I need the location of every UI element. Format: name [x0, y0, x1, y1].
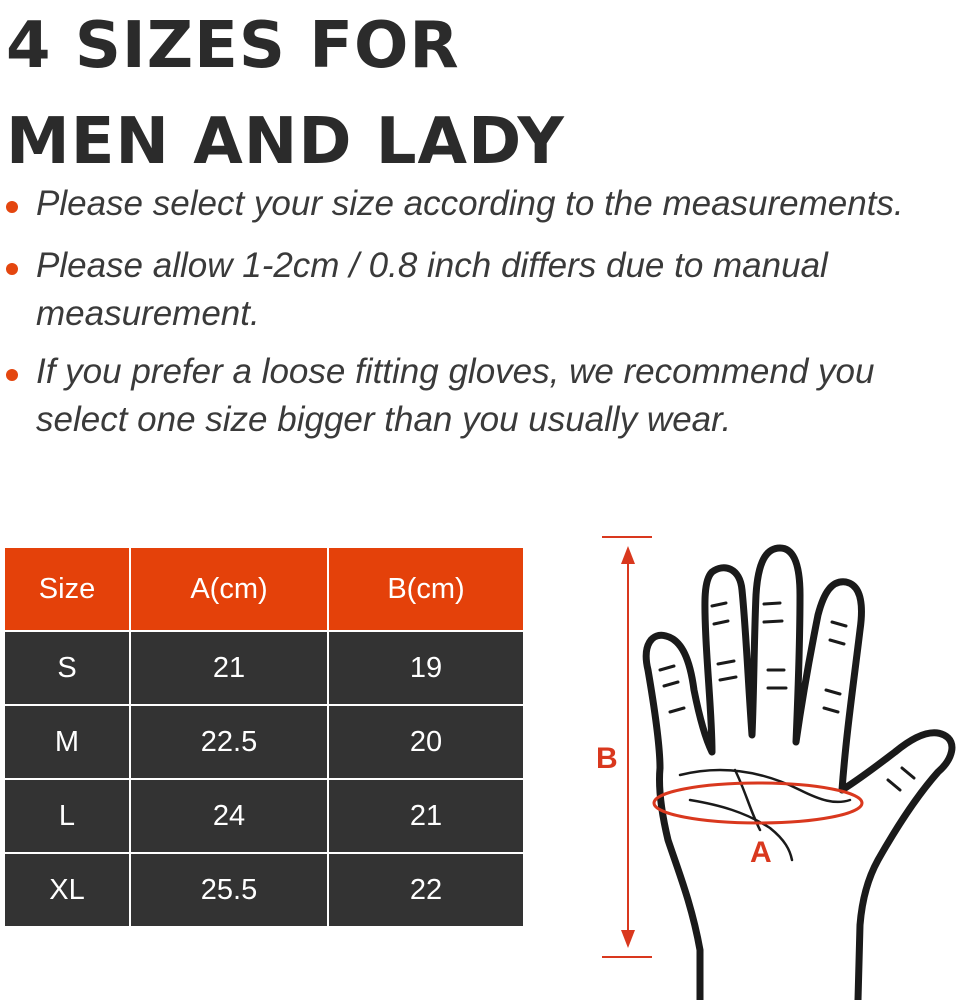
- cell-a: 25.5: [131, 854, 327, 926]
- table-row: [5, 706, 523, 778]
- bullet-dot-icon: [6, 263, 18, 275]
- cell-b: 22: [329, 854, 523, 926]
- cell-size: M: [5, 706, 129, 778]
- cell-b: 20: [329, 706, 523, 778]
- hand-outline-icon: [646, 548, 952, 1000]
- table-row: [5, 632, 523, 704]
- cell-a: 21: [131, 632, 327, 704]
- cell-size: XL: [5, 854, 129, 926]
- size-chart-table: [3, 546, 525, 928]
- cell-a: 24: [131, 780, 327, 852]
- bullet-item: [36, 242, 936, 338]
- header-a-cm: A(cm): [131, 548, 327, 630]
- cell-a: 22.5: [131, 706, 327, 778]
- bullet-text-line-1: If you prefer a loose fitting gloves, we recommend you: [36, 352, 875, 391]
- headline-line-2: MEN AND LADY: [6, 105, 565, 179]
- bullet-dot-icon: [6, 201, 18, 213]
- bullet-item: [36, 180, 936, 228]
- headline-line-1: 4 SIZES FOR: [6, 9, 460, 83]
- table-header-row: [5, 548, 523, 630]
- headline: [6, 0, 565, 190]
- cell-b: 21: [329, 780, 523, 852]
- cell-b: 19: [329, 632, 523, 704]
- hand-measurement-diagram: [590, 520, 964, 1000]
- cell-size: L: [5, 780, 129, 852]
- bullet-text: Please select your size according to the measurements.: [36, 184, 904, 223]
- bullet-dot-icon: [6, 369, 18, 381]
- header-b-cm: B(cm): [329, 548, 523, 630]
- table-row: [5, 780, 523, 852]
- table-row: [5, 854, 523, 926]
- bullet-item: [36, 348, 936, 444]
- a-measurement-ring: [654, 783, 862, 823]
- label-b: B: [596, 742, 618, 775]
- bullet-text-line-2: measurement.: [36, 294, 260, 333]
- bullet-text-line-2: select one size bigger than you usually wear.: [36, 400, 732, 439]
- cell-size: S: [5, 632, 129, 704]
- header-size: Size: [5, 548, 129, 630]
- bullet-text-line-1: Please allow 1-2cm / 0.8 inch differs due to manual: [36, 246, 828, 285]
- label-a: A: [750, 836, 772, 869]
